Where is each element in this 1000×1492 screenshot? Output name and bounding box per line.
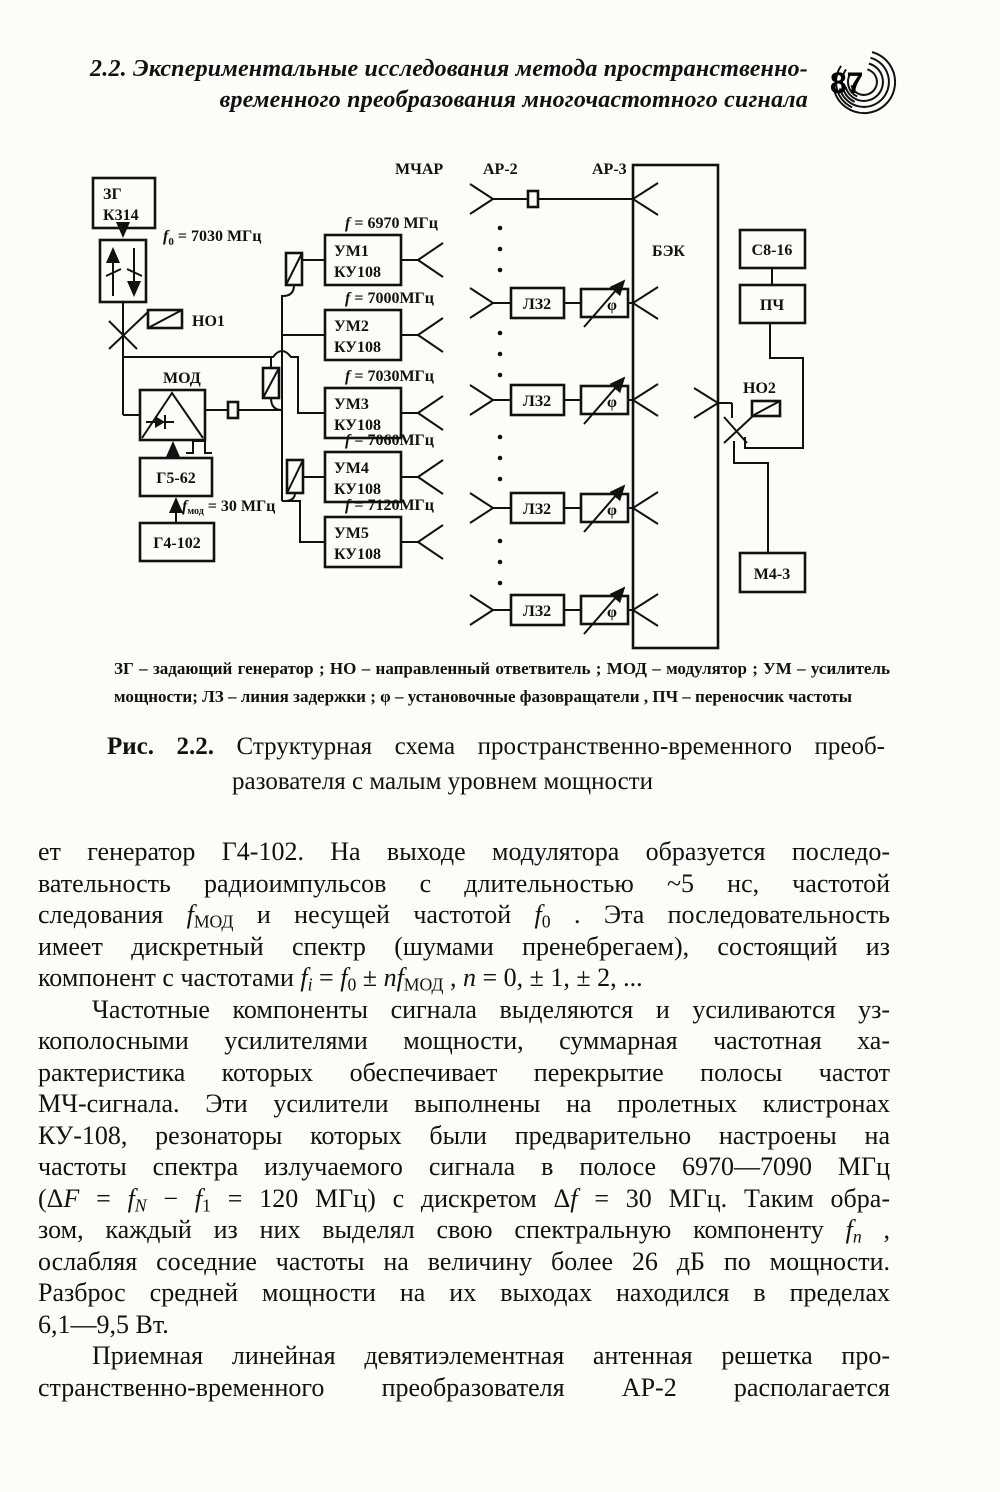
no2-coupler — [718, 380, 780, 443]
running-head-line2: временного преобразования многочастотного сигнала — [219, 87, 808, 113]
figure-caption-text: Структурная схема пространственно-временного преоб- — [214, 733, 885, 760]
body-line: имеет дискретный спектр (шумами пренебрегаем), состоящий из — [38, 931, 890, 961]
body-line: ет генератор Г4-102. На выходе модулятора образуется последо- — [38, 837, 890, 866]
um2-type: КУ108 — [334, 339, 382, 356]
rx-row-2 — [470, 281, 658, 327]
no2-label: НО2 — [743, 380, 776, 397]
attenuator-mid — [263, 357, 282, 410]
um3-freq: f = 7030МГц — [345, 368, 434, 385]
body-line: следования $f_{МОД}$ и несущей частотой $f_0$ . Эта последовательность — [38, 900, 890, 932]
page-number-badge — [798, 36, 918, 132]
pch-block — [740, 285, 805, 323]
modulator-block — [123, 370, 282, 440]
um4-type: КУ108 — [334, 481, 382, 498]
ar3-label: АР-3 — [592, 161, 627, 178]
um4-freq: f = 7060МГц — [345, 432, 434, 449]
body-line: 6,1—9,5 Вт. — [38, 1309, 169, 1339]
tx-antenna-icon — [401, 525, 443, 559]
rx-antenna-icon — [470, 595, 493, 625]
rx-row-3 — [470, 378, 658, 424]
phi-label: φ — [607, 297, 617, 314]
no1-label: НО1 — [192, 313, 225, 330]
figure-2-2-diagram — [58, 150, 833, 660]
connector — [528, 191, 538, 207]
g5-62-block — [140, 441, 212, 496]
lz-label: ЛЗ2 — [522, 296, 552, 313]
um2-freq: f = 7000МГц — [345, 290, 434, 307]
bek-output-antenna-icon — [694, 388, 718, 418]
um1-block — [325, 215, 443, 285]
figure-legend-line2: мощности; ЛЗ – линия задержки ; φ – установочные фазовращатели , ПЧ – переносчик частоты — [114, 687, 852, 706]
body-line: частоты спектра излучаемого сигнала в полосе 6970—7090 МГц — [38, 1152, 890, 1181]
ar3-antenna-icon — [633, 287, 658, 319]
mod-label: МОД — [163, 370, 201, 387]
body-line: компонент с частотами $f_i = f_0 \pm nf_{МОД}$ , n = 0, ± 1, ± 2, ... — [38, 963, 643, 995]
phi-label: φ — [607, 502, 617, 519]
pch-label: ПЧ — [759, 297, 785, 314]
um3-name: УМ3 — [334, 396, 369, 413]
um3-block — [325, 368, 443, 438]
pulse-icon — [186, 441, 212, 453]
ar3-antenna-icon — [633, 492, 658, 524]
body-line: КУ-108, резонаторы которых были предварительно настроены на — [38, 1120, 890, 1150]
body-line: кополосными усилителями мощности, суммарная частотная ха- — [38, 1026, 890, 1055]
tx-antenna-icon — [401, 318, 443, 352]
body-line: странственно-временного преобразователя АР-2 располагается — [38, 1372, 890, 1402]
um1-type: КУ108 — [334, 264, 382, 281]
ar3-antenna-icon — [633, 384, 658, 416]
f0-label: $f_0 = 7030$ МГц — [163, 228, 262, 248]
rx-row-1 — [470, 183, 658, 215]
body-line: Приемная линейная девятиэлементная антенная решетка про- — [92, 1341, 890, 1370]
body-line: рактеристика которых обеспечивает перекрытие полосы частот — [38, 1057, 890, 1087]
no1-coupler — [109, 310, 225, 349]
g5-label: Г5-62 — [156, 470, 196, 487]
body-line: МЧ-сигнала. Эти усилители выполнены на пролетных клистронах — [38, 1089, 890, 1118]
page-number: 87 — [830, 67, 864, 100]
isolator-block — [100, 240, 146, 302]
ar2-label: АР-2 — [483, 161, 518, 178]
rx-antenna-icon — [470, 288, 493, 318]
mchar-label: МЧАР — [395, 161, 444, 178]
body-line: Разброс средней мощности на их выходах находился в пределах — [38, 1278, 890, 1307]
zg-label-1: ЗГ — [103, 186, 122, 203]
rx-antenna-icon — [470, 493, 493, 523]
running-head — [40, 54, 808, 116]
ar3-antenna-icon — [633, 594, 658, 626]
um5-freq: f = 7120МГц — [345, 497, 434, 514]
s8-16-block — [740, 230, 805, 268]
ellipsis-dots — [498, 226, 503, 586]
bek-block — [633, 165, 718, 648]
um4-block — [325, 432, 443, 502]
rx-row-5 — [470, 588, 658, 634]
tx-antenna-icon — [401, 396, 443, 430]
figure-caption-line2: разователя с малым уровнем мощности — [232, 768, 653, 795]
attenuator-top — [283, 253, 325, 296]
body-line: Частотные компоненты сигнала выделяются и усиливаются уз- — [92, 994, 890, 1024]
figure-caption — [107, 733, 885, 761]
figure-caption-number: Рис. 2.2. — [107, 733, 215, 760]
body-line: ослабляя соседние частоты на величину более 26 дБ по мощности. — [38, 1246, 890, 1276]
body-line: ($\Delta F = f_N - f_1 = 120$ МГц) с дискретом Δf = 30 МГц. Таким обра- — [38, 1183, 890, 1215]
um1-freq: f = 6970 МГц — [345, 215, 438, 232]
um4-name: УМ4 — [334, 460, 369, 477]
bek-label: БЭК — [652, 243, 686, 260]
m4-3-label: М4-3 — [753, 566, 791, 583]
ar3-antenna-icon — [633, 183, 658, 215]
fmod-label: fмод = 30 МГц — [182, 498, 276, 517]
rx-row-4 — [470, 486, 658, 532]
running-head-line1: 2.2. Экспериментальные исследования метода пространственно- — [90, 56, 808, 82]
connector — [228, 402, 238, 418]
tx-antenna-icon — [401, 243, 443, 277]
phi-label: φ — [607, 394, 617, 411]
um5-name: УМ5 — [334, 525, 369, 542]
rx-antenna-icon — [470, 184, 493, 214]
lz-label: ЛЗ2 — [522, 393, 552, 410]
um5-type: КУ108 — [334, 546, 382, 563]
um5-block — [325, 497, 443, 567]
lz-label: ЛЗ2 — [522, 501, 552, 518]
s8-16-label: С8-16 — [751, 242, 793, 259]
no2-to-m43-line — [734, 441, 768, 553]
body-line: зом, каждый из них выделял свою спектральную компоненту $f_n$ , — [38, 1215, 891, 1247]
um1-name: УМ1 — [334, 243, 369, 260]
zg-block — [93, 178, 155, 236]
g4-label: Г4-102 — [153, 535, 201, 552]
attenuator-bot — [284, 460, 325, 501]
lz-label: ЛЗ2 — [522, 603, 552, 620]
body-line: вательность радиоимпульсов с длительностью ~5 нс, частотой — [38, 868, 890, 898]
rx-antenna-icon — [470, 385, 493, 415]
body-text — [38, 836, 890, 1403]
phi-label: φ — [607, 604, 617, 621]
figure-legend-line1: ЗГ – задающий генератор ; НО – направленный ответвитель ; МОД – модулятор ; УМ – усилитель — [114, 659, 890, 678]
m4-3-block — [740, 553, 805, 592]
um2-block — [325, 290, 443, 360]
tx-antenna-icon — [401, 460, 443, 494]
um2-name: УМ2 — [334, 318, 369, 335]
zg-label-2: К314 — [103, 207, 139, 224]
um3-type: КУ108 — [334, 417, 382, 434]
